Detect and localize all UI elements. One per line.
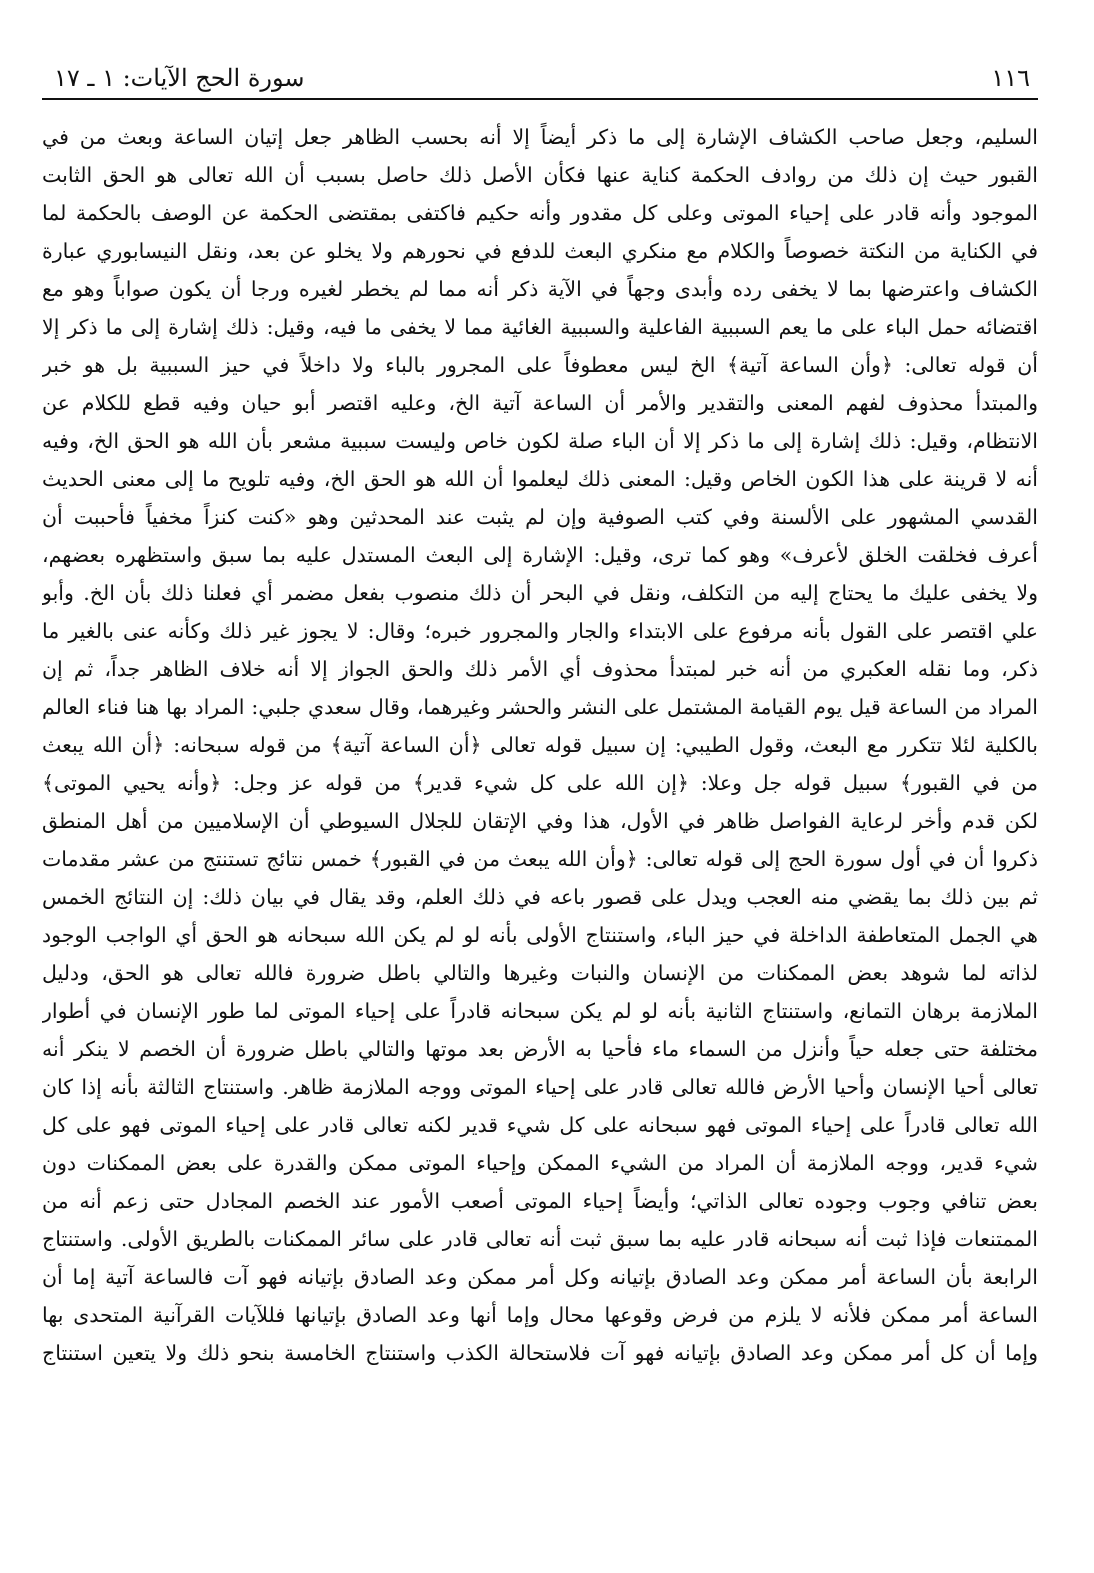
text-line: لذاته لما شوهد بعض الممكنات من الإنسان والنبات وغيرها والتالي باطل ضرورة فالله تعالى هو الحق، ودليل bbox=[42, 961, 1038, 985]
text-line: القدسي المشهور على الألسنة وفي كتب الصوفية وإن لم يثبت عند المحدثين وهو «كنت كنزاً مخفياً فأحببت أن bbox=[42, 505, 1038, 529]
body-text bbox=[42, 118, 1038, 1372]
text-line: أنه لا قرينة على هذا الكون الخاص وقيل: المعنى ذلك ليعلموا أن الله هو الحق الخ، وفيه تلويح ما إلى معنى الحديث bbox=[42, 467, 1038, 491]
text-line: ثم بين ذلك بما يقضي منه العجب ويدل على قصور باعه في ذلك العلم، وقد يقال في بيان ذلك: إن النتائج الخمس bbox=[42, 885, 1038, 909]
text-line: اقتضائه حمل الباء على ما يعم السببية الفاعلية والسببية الغائية مما لا يخفى ما فيه، وقيل: ذلك إشارة إلى ما ذكر إلا bbox=[42, 315, 1038, 339]
text-line: شيء قدير، ووجه الملازمة أن المراد من الشيء الممكن وإحياء الموتى ممكن والقدرة على بعض الممكنات دون bbox=[42, 1151, 1038, 1175]
text-line: لكن قدم وأخر لرعاية الفواصل ظاهر في الأول، هذا وفي الإتقان للجلال السيوطي أن الإسلاميين من أهل المنطق bbox=[42, 809, 1038, 833]
text-line: أن قوله تعالى: ﴿وأن الساعة آتية﴾ الخ ليس معطوفاً على المجرور بالباء ولا داخلاً في حيز السببية بل هو خبر bbox=[42, 353, 1038, 377]
text-line: الممتنعات فإذا ثبت أنه سبحانه قادر عليه بما سبق ثبت أنه تعالى قادر على سائر الممكنات بالطريق الأولى. واستنتاج bbox=[42, 1227, 1038, 1251]
text-line: ذكر، وما نقله العكبري من أنه خبر لمبتدأ محذوف أي الأمر ذلك والحق الجواز إلا أنه خلاف الظاهر جداً، ثم إن bbox=[42, 657, 1038, 681]
text-line: بالكلية لئلا تتكرر مع البعث، وقول الطيبي: إن سبيل قوله تعالى ﴿أن الساعة آتية﴾ من قوله سبحانه: ﴿أن الله يبعث bbox=[42, 733, 1038, 757]
text-line: القبور حيث إن ذلك من روادف الحكمة كناية عنها فكأن الأصل ذلك حاصل بسبب أن الله تعالى هو الحق الثابت bbox=[42, 163, 1038, 187]
text-line: الكشاف واعترضها بما لا يخفى رده وأبدى وجهاً في الآية ذكر أنه مما لم يخطر لغيره ورجا أن يكون صواباً وهو مع bbox=[42, 277, 1038, 301]
text-line: من في القبور﴾ سبيل قوله جل وعلا: ﴿إن الله على كل شيء قدير﴾ من قوله عز وجل: ﴿وأنه يحيي الموتى﴾ bbox=[42, 771, 1038, 795]
text-line: المراد من الساعة قيل يوم القيامة المشتمل على النشر والحشر وغيرهما، وقال سعدي جلبي: المراد بها هنا فناء العالم bbox=[42, 695, 1038, 719]
text-line: والمبتدأ محذوف لفهم المعنى والتقدير والأمر أن الساعة آتية الخ، وعليه اقتصر أبو حيان وفيه قطع للكلام عن bbox=[42, 391, 1038, 415]
text-line: تعالى أحيا الإنسان وأحيا الأرض فالله تعالى قادر على إحياء الموتى ووجه الملازمة ظاهر. واستنتاج الثالثة بأنه إذا كان bbox=[42, 1075, 1038, 1099]
text-line: أعرف فخلقت الخلق لأعرف» وهو كما ترى، وقيل: الإشارة إلى البعث المستدل عليه بما سبق واستظهره بعضهم، bbox=[42, 543, 1038, 567]
text-line: الانتظام، وقيل: ذلك إشارة إلى ما ذكر إلا أن الباء صلة لكون خاص وليست سببية مشعر بأن الله هو الحق الخ، وفيه bbox=[42, 429, 1038, 453]
text-line: بعض تنافي وجوب وجوده تعالى الذاتي؛ وأيضاً إحياء الموتى أصعب الأمور عند الخصم المجادل حتى زعم أنه من bbox=[42, 1189, 1038, 1213]
text-line: الساعة أمر ممكن فلأنه لا يلزم من فرض وقوعها محال وإما أنها وعد الصادق بإتيانها فللآيات القرآنية المتحدى بها bbox=[42, 1303, 1038, 1327]
text-line: الله تعالى قادراً على إحياء الموتى فهو سبحانه على كل شيء قدير لكنه تعالى قادر على إحياء الموتى فهو على كل bbox=[42, 1113, 1038, 1137]
text-line: ولا يخفى عليك ما يحتاج إليه من التكلف، ونقل في البحر أن ذلك منصوب بفعل مضمر أي فعلنا ذلك بأن الخ. وأبو bbox=[42, 581, 1038, 605]
text-line: علي اقتصر على القول بأنه مرفوع على الابتداء والجار والمجرور خبره؛ وقال: لا يجوز غير ذلك وكأنه عنى بالغير ما bbox=[42, 619, 1038, 643]
page-number: ١١٦ bbox=[991, 64, 1030, 92]
text-line: الموجود وأنه قادر على إحياء الموتى وعلى كل مقدور وأنه حكيم فاكتفى بمقتضى الحكمة عن الوصف بالحكمة لما bbox=[42, 201, 1038, 225]
text-line: وإما أن كل أمر ممكن وعد الصادق بإتيانه فهو آت فلاستحالة الكذب واستنتاج الخامسة بنحو ذلك ولا يتعين استنتاج bbox=[42, 1341, 1038, 1365]
text-line: هي الجمل المتعاطفة الداخلة في حيز الباء، واستنتاج الأولى بأنه لو لم يكن الله سبحانه هو الحق أي الواجب الوجود bbox=[42, 923, 1038, 947]
page-header bbox=[42, 58, 1038, 100]
text-line: الملازمة برهان التمانع، واستنتاج الثانية بأنه لو لم يكن سبحانه قادراً على إحياء الموتى لما طور الإنسان في أطوار bbox=[42, 999, 1038, 1023]
running-title: سورة الحج الآيات: ١ ـ ١٧ bbox=[54, 64, 305, 92]
text-line: مختلفة حتى جعله حياً وأنزل من السماء ماء فأحيا به الأرض بعد موتها والتالي باطل ضرورة أن الخصم لا ينكر أنه bbox=[42, 1037, 1038, 1061]
text-line: في الكناية من النكتة خصوصاً والكلام مع منكري البعث للدفع في نحورهم ولا يخلو عن بعد، ونقل النيسابوري عبارة bbox=[42, 239, 1038, 263]
text-line: الرابعة بأن الساعة أمر ممكن وعد الصادق بإتيانه وكل أمر ممكن وعد الصادق بإتيانه فهو آت فالساعة آتية إما أن bbox=[42, 1265, 1038, 1289]
text-line: ذكروا أن في أول سورة الحج إلى قوله تعالى: ﴿وأن الله يبعث من في القبور﴾ خمس نتائج تستنتج من عشر مقدمات bbox=[42, 847, 1038, 871]
text-line: السليم، وجعل صاحب الكشاف الإشارة إلى ما ذكر أيضاً إلا أنه بحسب الظاهر جعل إتيان الساعة وبعث من في bbox=[42, 125, 1038, 149]
